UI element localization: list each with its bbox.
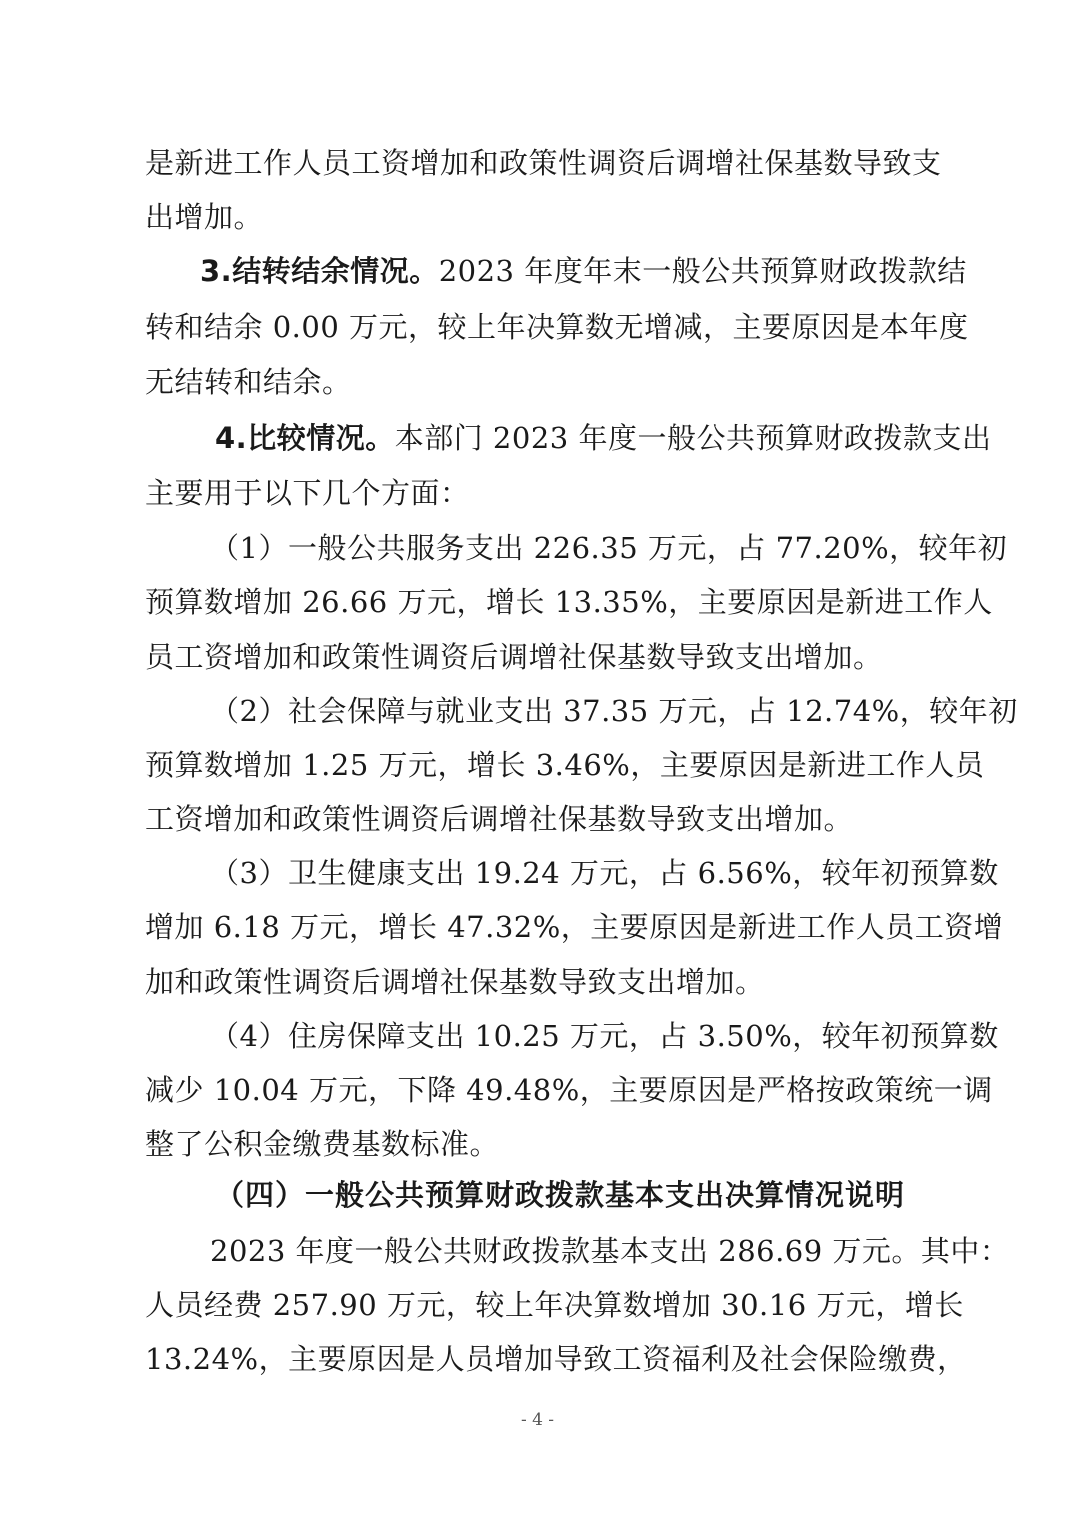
paragraph-text: 本部门 2023 年度一般公共预算财政拨款支出	[394, 421, 992, 455]
paragraph-line: （2）社会保障与就业支出 37.35 万元，占 12.74%，较年初	[210, 694, 1018, 728]
paragraph-line: 工资增加和政策性调资后调增社保基数导致支出增加。	[145, 802, 854, 836]
paragraph-line: 增加 6.18 万元，增长 47.32%，主要原因是新进工作人员工资增	[145, 910, 1004, 944]
paragraph-line: 无结转和结余。	[145, 365, 352, 399]
paragraph-line: 预算数增加 26.66 万元，增长 13.35%，主要原因是新进工作人	[145, 585, 993, 619]
paragraph-line: 预算数增加 1.25 万元，增长 3.46%，主要原因是新进工作人员	[145, 748, 985, 782]
paragraph-line: 13.24%，主要原因是人员增加导致工资福利及社会保险缴费，	[145, 1342, 967, 1376]
paragraph-line: 是新进工作人员工资增加和政策性调资后调增社保基数导致支	[145, 146, 942, 180]
section-lead: 3.结转结余情况。	[200, 254, 439, 288]
paragraph-line: 2023 年度一般公共财政拨款基本支出 286.69 万元。其中：	[210, 1234, 1010, 1268]
paragraph-line	[215, 421, 992, 455]
paragraph-line	[200, 254, 967, 288]
paragraph-line: 加和政策性调资后调增社保基数导致支出增加。	[145, 965, 765, 999]
paragraph-line: （3）卫生健康支出 19.24 万元，占 6.56%，较年初预算数	[210, 856, 999, 890]
paragraph-line: 员工资增加和政策性调资后调增社保基数导致支出增加。	[145, 640, 883, 674]
paragraph-line: 主要用于以下几个方面：	[145, 476, 470, 510]
section-lead: 4.比较情况。	[215, 421, 395, 455]
paragraph-line: 减少 10.04 万元，下降 49.48%，主要原因是严格按政策统一调	[145, 1073, 993, 1107]
paragraph-line: 转和结余 0.00 万元，较上年决算数无增减，主要原因是本年度	[145, 310, 969, 344]
paragraph-text: 2023 年度年末一般公共预算财政拨款结	[438, 254, 967, 288]
section-heading: （四）一般公共预算财政拨款基本支出决算情况说明	[215, 1178, 906, 1212]
paragraph-line: 出增加。	[145, 200, 264, 234]
paragraph-line: 人员经费 257.90 万元，较上年决算数增加 30.16 万元，增长	[145, 1288, 964, 1322]
paragraph-line: （4）住房保障支出 10.25 万元，占 3.50%，较年初预算数	[210, 1019, 999, 1053]
paragraph-line: 整了公积金缴费基数标准。	[145, 1127, 500, 1161]
page-number: - 4 -	[520, 1410, 555, 1430]
paragraph-line: （1）一般公共服务支出 226.35 万元，占 77.20%，较年初	[210, 531, 1008, 565]
